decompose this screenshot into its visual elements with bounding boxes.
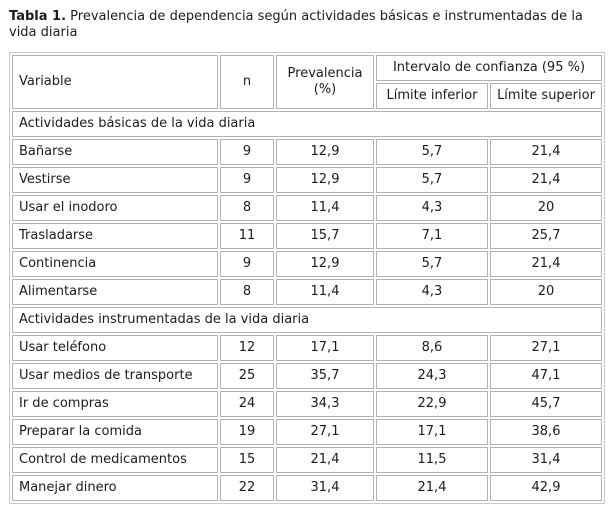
cell-prevalencia: 21,4 bbox=[276, 447, 374, 473]
header-ci-group: Intervalo de confianza (95 %) bbox=[376, 55, 602, 81]
cell-ci-upper: 21,4 bbox=[490, 167, 602, 193]
cell-n: 22 bbox=[220, 475, 274, 501]
cell-ci-lower: 5,7 bbox=[376, 251, 488, 277]
cell-prevalencia: 35,7 bbox=[276, 363, 374, 389]
cell-ci-upper: 47,1 bbox=[490, 363, 602, 389]
section-row-instrumentadas bbox=[12, 307, 602, 333]
section-label: Actividades instrumentadas de la vida diaria bbox=[12, 307, 602, 333]
cell-n: 19 bbox=[220, 419, 274, 445]
cell-ci-lower: 5,7 bbox=[376, 167, 488, 193]
cell-n: 25 bbox=[220, 363, 274, 389]
table-body bbox=[12, 111, 602, 501]
cell-prevalencia: 11,4 bbox=[276, 279, 374, 305]
cell-prevalencia: 15,7 bbox=[276, 223, 374, 249]
cell-n: 9 bbox=[220, 167, 274, 193]
table-row bbox=[12, 475, 602, 501]
cell-prevalencia: 17,1 bbox=[276, 335, 374, 361]
header-ci-upper: Límite superior bbox=[490, 83, 602, 109]
table-row bbox=[12, 363, 602, 389]
table-row bbox=[12, 447, 602, 473]
cell-n: 9 bbox=[220, 251, 274, 277]
cell-variable: Usar teléfono bbox=[12, 335, 218, 361]
cell-ci-upper: 42,9 bbox=[490, 475, 602, 501]
cell-ci-lower: 5,7 bbox=[376, 139, 488, 165]
section-row-basicas bbox=[12, 111, 602, 137]
header-n: n bbox=[220, 55, 274, 109]
table-row bbox=[12, 167, 602, 193]
cell-variable: Ir de compras bbox=[12, 391, 218, 417]
cell-variable: Manejar dinero bbox=[12, 475, 218, 501]
table-row bbox=[12, 139, 602, 165]
section-label: Actividades básicas de la vida diaria bbox=[12, 111, 602, 137]
table-caption-text: Prevalencia de dependencia según actividades básicas e instrumentadas de la vida diaria bbox=[9, 9, 583, 40]
table-row bbox=[12, 223, 602, 249]
cell-n: 8 bbox=[220, 279, 274, 305]
cell-variable: Trasladarse bbox=[12, 223, 218, 249]
cell-variable: Usar el inodoro bbox=[12, 195, 218, 221]
header-ci-lower: Límite inferior bbox=[376, 83, 488, 109]
table-caption-label: Tabla 1. bbox=[9, 9, 67, 24]
cell-n: 11 bbox=[220, 223, 274, 249]
cell-ci-upper: 31,4 bbox=[490, 447, 602, 473]
cell-ci-lower: 17,1 bbox=[376, 419, 488, 445]
cell-n: 8 bbox=[220, 195, 274, 221]
cell-ci-lower: 24,3 bbox=[376, 363, 488, 389]
cell-variable: Bañarse bbox=[12, 139, 218, 165]
table-row bbox=[12, 251, 602, 277]
cell-variable: Preparar la comida bbox=[12, 419, 218, 445]
table-row bbox=[12, 419, 602, 445]
cell-ci-upper: 45,7 bbox=[490, 391, 602, 417]
header-row-top bbox=[12, 55, 602, 81]
cell-ci-upper: 25,7 bbox=[490, 223, 602, 249]
cell-ci-upper: 20 bbox=[490, 195, 602, 221]
cell-ci-upper: 20 bbox=[490, 279, 602, 305]
cell-prevalencia: 34,3 bbox=[276, 391, 374, 417]
cell-prevalencia: 12,9 bbox=[276, 251, 374, 277]
cell-ci-lower: 7,1 bbox=[376, 223, 488, 249]
cell-ci-lower: 11,5 bbox=[376, 447, 488, 473]
cell-ci-lower: 4,3 bbox=[376, 279, 488, 305]
cell-variable: Usar medios de transporte bbox=[12, 363, 218, 389]
cell-prevalencia: 31,4 bbox=[276, 475, 374, 501]
cell-ci-upper: 38,6 bbox=[490, 419, 602, 445]
cell-ci-upper: 27,1 bbox=[490, 335, 602, 361]
cell-ci-lower: 21,4 bbox=[376, 475, 488, 501]
table-caption bbox=[9, 9, 605, 41]
cell-variable: Control de medicamentos bbox=[12, 447, 218, 473]
cell-variable: Alimentarse bbox=[12, 279, 218, 305]
table-row bbox=[12, 335, 602, 361]
cell-n: 9 bbox=[220, 139, 274, 165]
cell-ci-upper: 21,4 bbox=[490, 139, 602, 165]
prevalence-table bbox=[9, 52, 605, 504]
header-variable: Variable bbox=[12, 55, 218, 109]
table-row bbox=[12, 391, 602, 417]
cell-prevalencia: 11,4 bbox=[276, 195, 374, 221]
cell-prevalencia: 12,9 bbox=[276, 139, 374, 165]
cell-variable: Vestirse bbox=[12, 167, 218, 193]
cell-ci-upper: 21,4 bbox=[490, 251, 602, 277]
cell-n: 12 bbox=[220, 335, 274, 361]
table-row bbox=[12, 279, 602, 305]
cell-variable: Continencia bbox=[12, 251, 218, 277]
cell-ci-lower: 4,3 bbox=[376, 195, 488, 221]
cell-ci-lower: 22,9 bbox=[376, 391, 488, 417]
table-header bbox=[12, 55, 602, 109]
table-row bbox=[12, 195, 602, 221]
cell-n: 24 bbox=[220, 391, 274, 417]
cell-ci-lower: 8,6 bbox=[376, 335, 488, 361]
cell-prevalencia: 27,1 bbox=[276, 419, 374, 445]
header-prevalencia: Prevalencia (%) bbox=[276, 55, 374, 109]
cell-n: 15 bbox=[220, 447, 274, 473]
cell-prevalencia: 12,9 bbox=[276, 167, 374, 193]
